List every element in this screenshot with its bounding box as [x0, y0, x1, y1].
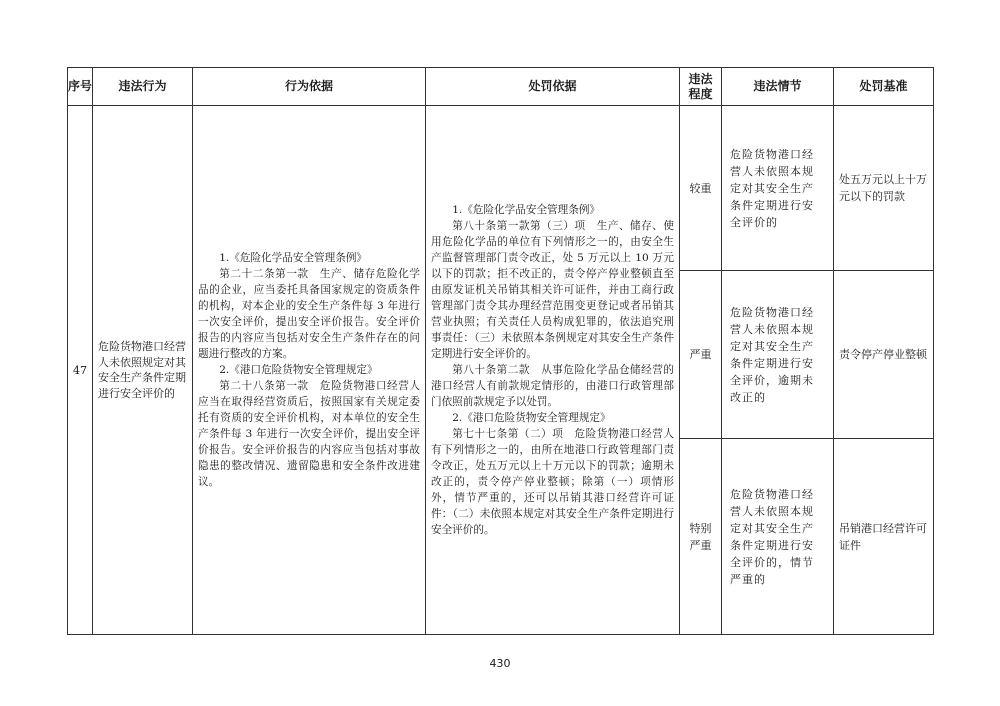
circumstance-level-1: 危险货物港口经营人未依照本规定对其安全生产条件定期进行安全评价的: [722, 106, 834, 271]
header-row: [68, 68, 934, 106]
basis-article-1: 第二十二条第一款 生产、储存危险化学品的企业，应当委托具备国家规定的资质条件的机构，对本企业的安全生产条件每 3 年进行一次安全评价，提出安全评价报告。安全评价报告的内容应当包括对安全生产条件存在的问题进行整改的方案。: [198, 268, 420, 360]
standard-level-2: 责令停产停业整顿: [834, 271, 934, 439]
degree-level-1: 较重: [680, 106, 722, 271]
table-row: [68, 106, 934, 271]
header-circumstance: 违法情节: [722, 68, 834, 106]
basis-article-2: 第二十八条第一款 危险货物港口经营人应当在取得经营资质后，按照国家有关规定委托有资质的安全评价机构，对本单位的安全生产条件每 3 年进行一次安全评价，提出安全评价报告。安全评价报告的内容应当包括对事故隐患的整改情况、遗留隐患和安全条件改进建议。: [198, 380, 420, 488]
circumstance-level-3: 危险货物港口经营人未依照本规定对其安全生产条件定期进行安全评价的，情节严重的: [722, 439, 834, 635]
row-penalty-basis: [426, 106, 680, 635]
degree-level-3: 特别严重: [680, 439, 722, 635]
degree-level-2: 严重: [680, 271, 722, 439]
header-basis: 行为依据: [193, 68, 426, 106]
row-act: 危险货物港口经营人未依照规定对其安全生产条件定期进行安全评价的: [93, 106, 193, 635]
header-standard: 处罚基准: [834, 68, 934, 106]
row-seq: 47: [68, 106, 93, 635]
standard-level-1: 处五万元以上十万元以下的罚款: [834, 106, 934, 271]
row-basis: [193, 106, 426, 635]
header-penalty-basis: 处罚依据: [426, 68, 680, 106]
penalty-article-1: 第八十条第一款第（三）项 生产、储存、使用危险化学品的单位有下列情形之一的，由安全生产监督管理部门责令改正，处 5 万元以上 10 万元以下的罚款；拒不改正的，责令停产停业整顿直至由原发证机关吊销其相关许可证件，并由工商行政管理部门责令其办理经营范围变更登记或者吊销其营业执照；有关责任人员构成犯罪的，依法追究刑事责任：（三）未依照本条例规定对其安全生产条件定期进行安全评价的。: [431, 220, 674, 360]
penalty-article-3: 第七十七条第（二）项 危险货物港口经营人有下列情形之一的，由所在地港口行政管理部门责令改正，处五万元以上十万元以下的罚款；逾期未改正的，责令停产停业整顿；除第（一）项情形外，情节严重的，还可以吊销其港口经营许可证件：（二）未依照本规定对其安全生产条件定期进行安全评价的。: [431, 428, 674, 536]
standard-level-3: 吊销港口经营许可证件: [834, 439, 934, 635]
header-degree: 违法程度: [680, 68, 722, 106]
header-act: 违法行为: [93, 68, 193, 106]
penalty-standard-table: [67, 67, 934, 635]
penalty-title-2: 2.《港口危险货物安全管理规定》: [452, 412, 611, 424]
basis-title-2: 2.《港口危险货物安全管理规定》: [219, 364, 378, 376]
penalty-title-1: 1.《危险化学品安全管理条例》: [452, 204, 601, 216]
header-seq: 序号: [68, 68, 93, 106]
page-number: 430: [489, 657, 511, 670]
basis-title-1: 1.《危险化学品安全管理条例》: [219, 252, 368, 264]
penalty-article-2: 第八十条第二款 从事危险化学品仓储经营的港口经营人有前款规定情形的，由港口行政管理部门依照前款规定予以处罚。: [431, 364, 674, 408]
circumstance-level-2: 危险货物港口经营人未依照本规定对其安全生产条件定期进行安全评价，逾期未改正的: [722, 271, 834, 439]
